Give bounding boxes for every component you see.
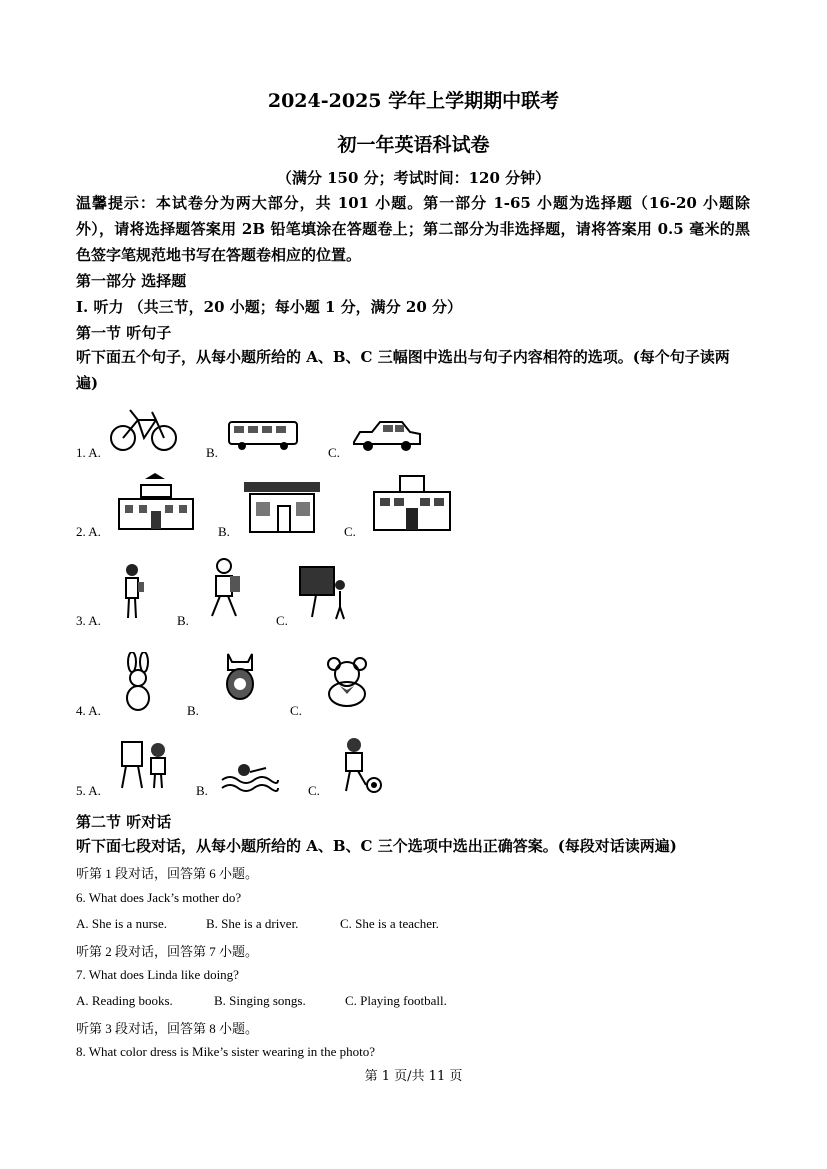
- q2-label-a: 2. A.: [76, 524, 101, 539]
- shop-picture: [242, 478, 322, 534]
- q4-label-c: C.: [290, 703, 302, 718]
- q7-question: 7. What does Linda like doing?: [76, 967, 239, 982]
- q6-option-b: B. She is a driver.: [206, 916, 299, 931]
- student-with-backpack-picture: [204, 558, 244, 620]
- q5-label-c: C.: [308, 783, 320, 798]
- section2-instruction: 听下面七段对话，从每小题所给的 A、B、C 三个选项中选出正确答案。(每段对话读两遍): [76, 837, 677, 855]
- teacher-at-blackboard-picture: [296, 563, 350, 621]
- q4-label-b: B.: [187, 703, 199, 718]
- dialogue3-label: 听第 3 段对话，回答第 8 小题。: [76, 1021, 259, 1036]
- section2-heading: 第二节 听对话: [76, 813, 172, 831]
- girl-picture: [118, 562, 148, 622]
- teddy-bear-picture: [318, 656, 376, 708]
- q3-label-a: 3. A.: [76, 613, 101, 628]
- q7-option-c: C. Playing football.: [345, 993, 447, 1008]
- q7-option-a: A. Reading books.: [76, 993, 173, 1008]
- exam-meta: （满分 150 分；考试时间：120 分钟）: [276, 169, 551, 187]
- q6-question: 6. What does Jack’s mother do?: [76, 890, 242, 905]
- bus-picture: [226, 418, 300, 452]
- q5-label-b: B.: [196, 783, 208, 798]
- listening-heading: Ⅰ. 听力 （共三节，20 小题；每小题 1 分，满分 20 分）: [76, 298, 462, 316]
- dialogue2-label: 听第 2 段对话，回答第 7 小题。: [76, 944, 259, 959]
- tip-text: 温馨提示：本试卷分为两大部分，共 101 小题。第一部分 1-65 小题为选择题（16-20 小题除外），请将选择题答案用 2B 铅笔填涂在答题卷上；第二部分为非选择题，请将答案用 0.5 毫米的黑色签字笔规范地书写在答题卷相应的位置。: [76, 194, 750, 264]
- q3-label-c: C.: [276, 613, 288, 628]
- part1-heading: 第一部分 选择题: [76, 272, 187, 290]
- q6-option-c: C. She is a teacher.: [340, 916, 439, 931]
- cat-toy-picture: [220, 648, 260, 704]
- q3-label-b: B.: [177, 613, 189, 628]
- q2-label-c: C.: [344, 524, 356, 539]
- q8-question: 8. What color dress is Mike’s sister wearing in the photo?: [76, 1044, 376, 1059]
- drawing-picture: [118, 738, 172, 790]
- q7-option-b: B. Singing songs.: [214, 993, 306, 1008]
- q1-label-b: B.: [206, 445, 218, 460]
- dialogue1-label: 听第 1 段对话，回答第 6 小题。: [76, 866, 259, 881]
- section1-instruction: 听下面五个句子，从每小题所给的 A、B、C 三幅图中选出与句子内容相符的选项。(每个句子读两遍): [76, 348, 730, 392]
- bicycle-picture: [108, 402, 180, 454]
- football-picture: [336, 737, 384, 795]
- q1-label-c: C.: [328, 445, 340, 460]
- q1-label-a: 1. A.: [76, 445, 101, 460]
- section1-heading: 第一节 听句子: [76, 324, 172, 342]
- school-picture: [370, 474, 454, 534]
- q6-option-a: A. She is a nurse.: [76, 916, 167, 931]
- hospital-picture: [115, 473, 197, 533]
- rabbit-picture: [118, 652, 158, 712]
- page-footer: 第 1 页/共 11 页: [364, 1069, 463, 1084]
- swimming-picture: [218, 760, 280, 794]
- q2-label-b: B.: [218, 524, 230, 539]
- q4-label-a: 4. A.: [76, 703, 101, 718]
- exam-title: 2024-2025 学年上学期期中联考: [267, 90, 560, 112]
- q5-label-a: 5. A.: [76, 783, 101, 798]
- exam-subject: 初一年英语科试卷: [337, 134, 490, 156]
- car-picture: [350, 418, 424, 454]
